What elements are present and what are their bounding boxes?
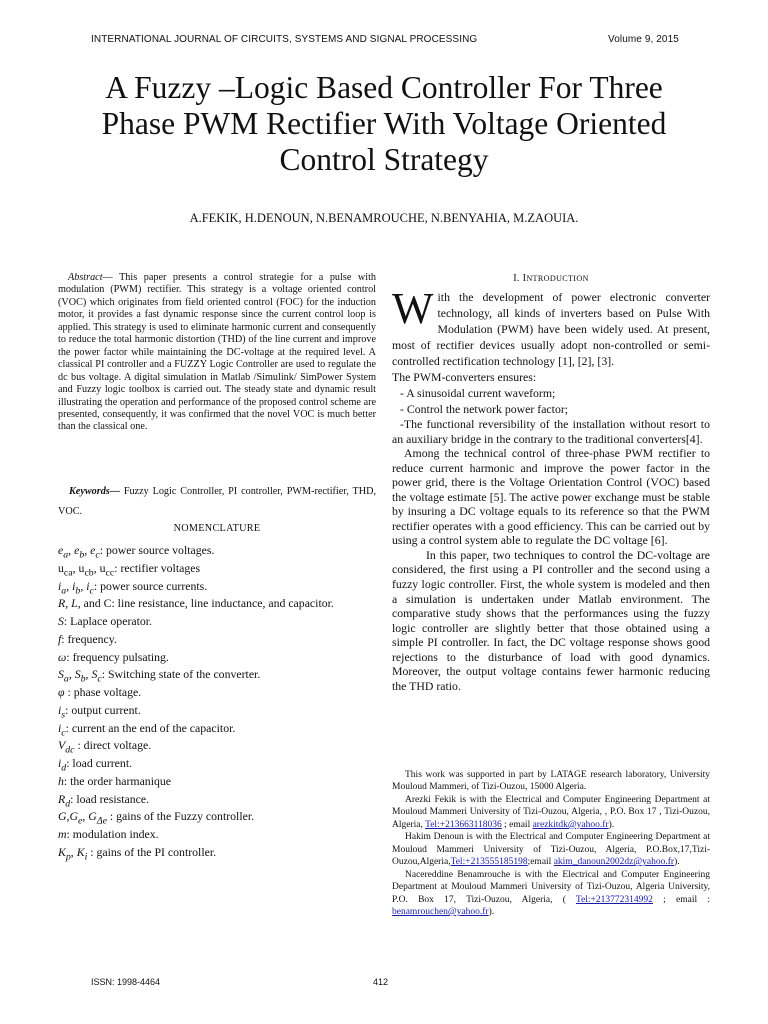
nomenclature-item: ω: frequency pulsating. xyxy=(58,649,169,664)
abstract-label: Abstract xyxy=(68,272,103,283)
keywords-text: Fuzzy Logic Controller, PI controller, PWM-rectifier, THD, VOC. xyxy=(58,486,376,517)
abstract-text: This paper presents a control strategie for a pulse with modulation (PWM) rectifier. This strategy is a voltage oriented control (VOC) which originates from field oriented control (FOC) for the induction motor, it provides a fast dynamic response since the current control loop is applied. This strategy is used to eliminate harmonic current and consequently to reduce the total harmonic distortion (THD) of the line current and improve the power factor while maintaining the DC-voltage at the required level. A classical PI controller and a FUZZY Logic Controller are used to regulate the dc bus voltage. A digital simulation in Matlab /Simulink/ SimPower System and Fuzzy logic toolbox is carried out. The steady state and dynamic result illustrating the operation and performance of the proposed control scheme are presented, consequently, it was confirmed that the novel VOC is much better than the classical one. xyxy=(58,272,376,433)
drop-cap: W xyxy=(392,284,434,333)
intro-bullet-3: -The functional reversibility of the installation without resort to an auxiliary bridge in the contrary to the traditional converters[4]. xyxy=(392,417,710,446)
paper-title xyxy=(60,70,708,178)
title-line-1: A Fuzzy –Logic Based Controller For Three xyxy=(105,70,663,105)
support-note: This work was supported in part by LATAGE research laboratory, University Mouloud Mammeri, of Tizi-Ouzou, 15000 Algeria. xyxy=(392,770,710,793)
intro-paragraph-4: In this paper, two techniques to control the DC-voltage are considered, the first using a PI controller and the second using a fuzzy logic controller. First, the whole system is modeled and then a simulation is undertaken under Matlab environment. The comparative study shows that the performances using the fuzzy logic controller are slightly better that those obtained using a simple PI controller. In fact, the DC voltage response shows good rejections to the disturbance of load with good dynamics. Moreover, the output voltage contains fewer harmonic reducing the THD ratio. xyxy=(392,547,710,693)
author-note-denoun: Hakim Denoun is with the Electrical and Computer Engineering Department at Mouloud Mammeri University of Tizi-Ouzou, Algeria, P.O.Box,17,Tizi-Ouzou,Algeria,Tel:+213555185198;email akim_danoun2002dz@yahoo.fr). xyxy=(392,832,710,868)
nomenclature-item: $K_p$, $K_i$ : gains of the PI controller. xyxy=(58,844,217,863)
author-note-benamrouche: Nacereddine Benamrouche is with the Electrical and Computer Engineering Department at Mouloud Mammeri University of Tizi-Ouzou, Algeria University, P.O. Box 17, Tizi-Ouzou, Algeria, ( Tel:+213772314992 ; email : benamrouchen@yahoo.fr). xyxy=(392,869,710,917)
page-number: 412 xyxy=(373,977,389,987)
email-link[interactable]: arezkitdk@yahoo.fr xyxy=(532,819,609,830)
author-note-fekik: Arezki Fekik is with the Electrical and Computer Engineering Department at Mouloud Mammeri University of Tizi-Ouzou, Algeria, , P.O. Box 17 , Tizi-Ouzou, Algeria, Tel:+213663118036 ; email arezkitdk@yahoo.fr). xyxy=(392,794,710,830)
nomenclature-item: m: modulation index. xyxy=(58,827,159,841)
abstract-dash: — xyxy=(102,272,113,283)
issn: ISSN: 1998-4464 xyxy=(91,977,161,987)
title-line-3: Control Strategy xyxy=(279,142,489,177)
volume-label: Volume 9, 2015 xyxy=(608,34,679,45)
section-heading: I. INTRODUCTION xyxy=(513,273,589,284)
nomenclature-list xyxy=(58,542,376,862)
nomenclature-item: $i_s$: output current. xyxy=(58,702,141,721)
nomenclature-item: $G,G_e$, $G_{\Delta e}$ : gains of the Fuzzy controller. xyxy=(58,809,255,827)
intro-paragraph-3: Among the technical control of three-phase PWM rectifier to reduce current harmonic and improve the power factor in the power grid, there is the Voltage Orientation Control (VOC) based the voltage estimate [5]. The active power exchange must be stable by insuring a DC voltage equals to its reference so that the PWM rectifier operates with a good efficiency. This can be carried out by using a control system able to regulate the DC voltage [6]. xyxy=(392,446,710,548)
journal-name: INTERNATIONAL JOURNAL OF CIRCUITS, SYSTEMS AND SIGNAL PROCESSING xyxy=(91,34,478,45)
nomenclature-item: $e_a$, $e_b$, $e_c$: power source voltages. xyxy=(58,543,215,561)
intro-bullet-1: - A sinusoidal current waveform; xyxy=(400,386,556,400)
nomenclature-title: NOMENCLATURE xyxy=(173,523,261,534)
abstract xyxy=(58,272,376,434)
introduction xyxy=(392,284,710,693)
keywords-label: Keywords— xyxy=(69,486,120,497)
author-list: A.FEKIK, H.DENOUN, N.BENAMROUCHE, N.BENYAHIA, M.ZAOUIA. xyxy=(189,211,579,225)
intro-bullet-2: - Control the network power factor; xyxy=(400,402,569,416)
intro-paragraph-2: The PWM-converters ensures: xyxy=(392,370,537,384)
email-link[interactable]: akim_danoun2002dz@yahoo.fr xyxy=(553,857,675,868)
title-line-2: Phase PWM Rectifier With Voltage Oriented xyxy=(101,106,667,141)
nomenclature-item: $i_c$: current an the end of the capacitor. xyxy=(58,720,236,738)
nomenclature-item: f: frequency. xyxy=(58,631,117,646)
intro-paragraph-1: With the development of power electronic converter technology, all kinds of inverters based on Pulse With Modulation (PWM) have been widely used. At present, most of rectifier devices usually adopt non-controlled or semi-controlled rectification technology [1], [2], [3]. xyxy=(392,284,710,368)
phone-link[interactable]: Tel:+213772314992 xyxy=(575,894,653,905)
nomenclature-item: $u_{ca}$, $u_{cb}$, $u_{cc}$: rectifier voltages xyxy=(58,560,201,579)
nomenclature-item: R, L, and C: line resistance, line inductance, and capacitor. xyxy=(58,596,334,611)
phone-link[interactable]: Tel:+213555185198 xyxy=(450,857,528,868)
nomenclature-item: $V_{dc}$ : direct voltage. xyxy=(58,738,152,756)
keywords xyxy=(58,482,376,522)
nomenclature-item: $i_d$: load current. xyxy=(58,756,133,774)
phone-link[interactable]: Tel:+213663118036 xyxy=(425,819,502,830)
nomenclature-item: $R_d$: load resistance. xyxy=(58,791,150,809)
email-link[interactable]: benamrouchen@yahoo.fr xyxy=(392,906,489,917)
nomenclature-item: h: the order harmanique xyxy=(58,773,172,788)
author-notes xyxy=(392,769,710,918)
nomenclature-item: $i_a$, $i_b$, $i_c$: power source currents. xyxy=(58,578,208,596)
nomenclature-item: φ : phase voltage. xyxy=(58,685,142,699)
nomenclature-item: S: Laplace operator. xyxy=(58,614,153,628)
nomenclature-item: $S_a$, $S_b$, $S_c$: Switching state of the converter. xyxy=(58,667,261,685)
